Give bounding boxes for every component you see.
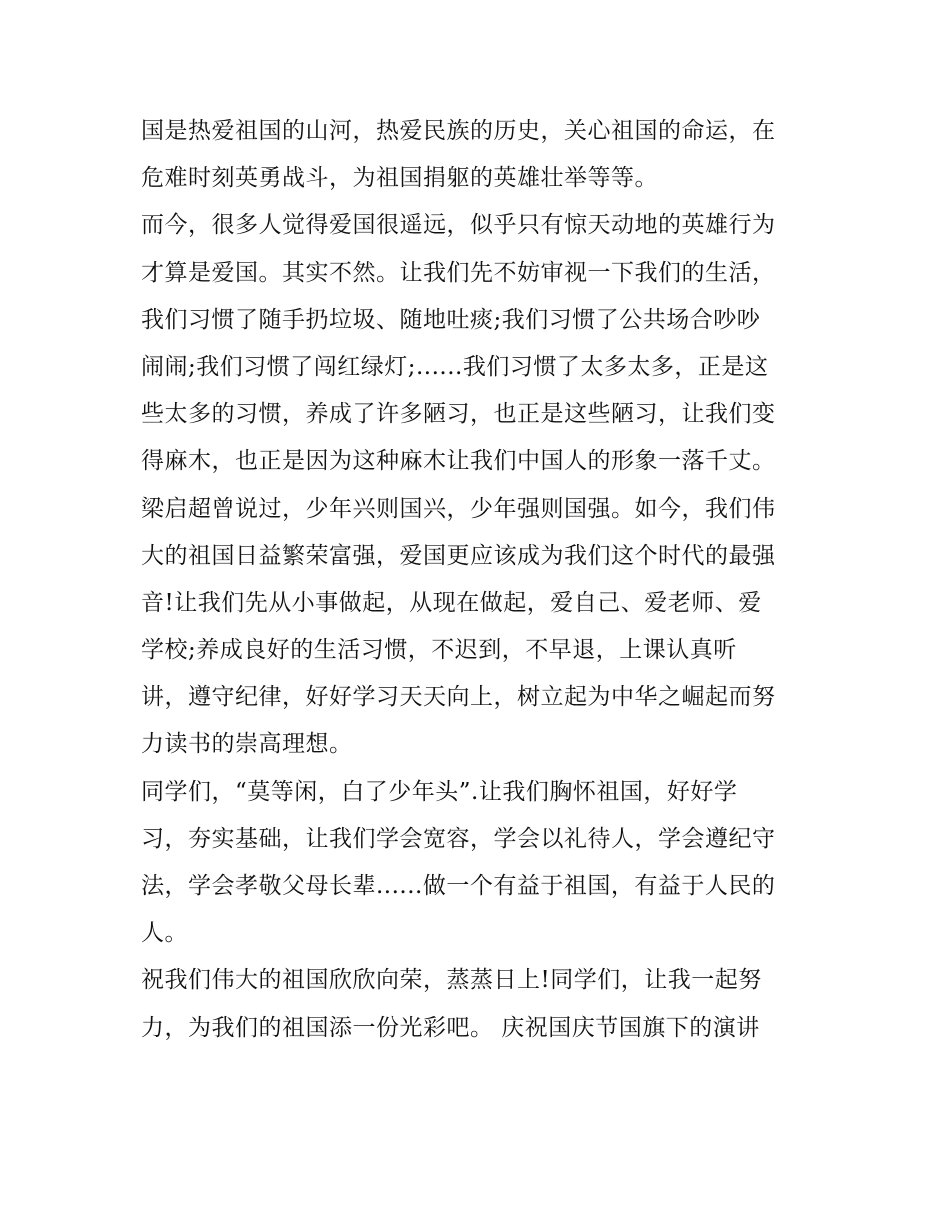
text-line-9: 梁启超曾说过，少年兴则国兴，少年强则国强。如今，我们伟: [141, 495, 776, 522]
text-line-12: 学校;养成良好的生活习惯，不迟到，不早退，上课认真听: [141, 637, 737, 664]
text-line-18: 人。: [141, 920, 188, 947]
text-line-6: 闹闹;我们习惯了闯红绿灯;......我们习惯了太多太多，正是这: [141, 353, 769, 380]
text-line-7: 些太多的习惯，养成了许多陋习，也正是这些陋习，让我们变: [141, 401, 776, 428]
text-line-10: 大的祖国日益繁荣富强，爱国更应该成为我们这个时代的最强: [141, 542, 776, 569]
text-line-1: 国是热爱祖国的山河，热爱民族的历史，关心祖国的命运，在: [141, 118, 776, 144]
text-line-14: 力读书的崇高理想。: [141, 731, 353, 758]
text-line-17: 法，学会孝敬父母长辈......做一个有益于祖国，有益于人民的: [141, 873, 776, 899]
text-line-16: 习，夯实基础，让我们学会宽容，学会以礼待人，学会遵纪守: [141, 825, 776, 852]
text-line-4: 才算是爱国。其实不然。让我们先不妨审视一下我们的生活，: [141, 259, 776, 286]
text-line-5: 我们习惯了随手扔垃圾、随地吐痰;我们习惯了公共场合吵吵: [141, 306, 761, 333]
text-line-19: 祝我们伟大的祖国欣欣向荣，蒸蒸日上!同学们，让我一起努: [141, 967, 762, 994]
text-line-3: 而今，很多人觉得爱国很遥远，似乎只有惊天动地的英雄行为: [141, 212, 776, 239]
text-line-20: 力，为我们的祖国添一份光彩吧。 庆祝国庆节国旗下的演讲: [141, 1014, 760, 1041]
text-line-13: 讲，遵守纪律，好好学习天天向上，树立起为中华之崛起而努: [141, 684, 776, 711]
text-line-11: 音!让我们先从小事做起，从现在做起，爱自己、爱老师、爱: [141, 589, 762, 616]
text-line-15: 同学们，“莫等闲，白了少年头”.让我们胸怀祖国，好好学: [141, 778, 738, 805]
text-line-2: 危难时刻英勇战斗，为祖国捐躯的英雄壮举等等。: [141, 165, 658, 192]
speech-text-block: [141, 108, 821, 1052]
text-line-8: 得麻木，也正是因为这种麻木让我们中国人的形象一落千丈。: [141, 448, 776, 475]
